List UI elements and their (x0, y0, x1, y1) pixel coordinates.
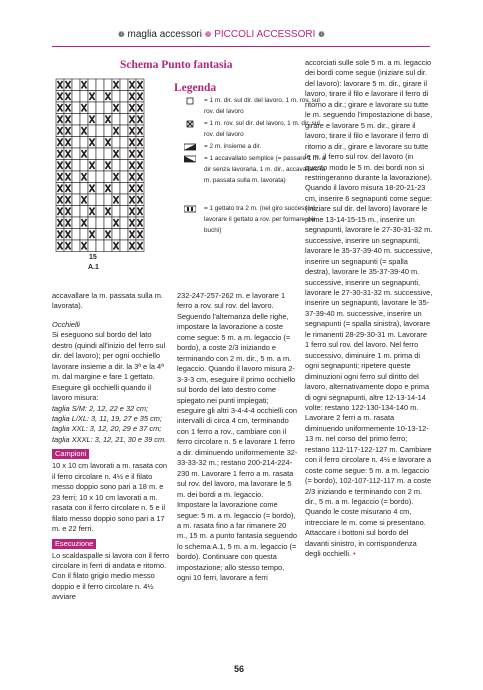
chart-cell (96, 114, 104, 126)
chart-cell (80, 229, 88, 241)
chart-cell (112, 183, 120, 195)
chart-cell (120, 91, 128, 103)
chart-cell (104, 148, 112, 160)
chart-cell (120, 79, 128, 91)
chart-cell (96, 194, 104, 206)
double-yo-icon (184, 205, 196, 214)
chart-cell (120, 148, 128, 160)
chart-cell (112, 114, 120, 126)
chart-cell (120, 102, 128, 114)
chart-cell (120, 114, 128, 126)
chart-cell (72, 137, 80, 149)
legend-title: Legenda (174, 82, 217, 94)
chart-cell (72, 102, 80, 114)
page-header (0, 28, 483, 42)
chart-cell (80, 206, 88, 218)
size-line: taglia S/M: 2, 12, 22 e 32 cm; (52, 403, 149, 413)
text-column-1 (52, 291, 170, 603)
chart-cell (96, 125, 104, 137)
chart-cell (72, 125, 80, 137)
chart-cell (104, 240, 112, 252)
paragraph-text: accorciati sulle sole 5 m. a m. legaccio dei bordi come segue (iniziare sul dir. del lavoro): lavorare 5 m. dir., girare il lavoro, tirare il filo e lavorare il ferro di ritorno a dir.; girare e lavorare su tutte le m. seguendo l'impostazione di base, girare e lavorare 5 m. dir., girare il lavoro, tirare il filo e lavorare il ferro di ritorno a dir., girare e lavorare su tutte le m. il ferro sul rov. del lavoro (in questo modo le 5 m. dei bordi non si restringeranno durante la lavorazione). Quando il lavoro misura 18-20-21-23 cm, inserire 6 segnapunti come segue: (iniziare sul dir. del lavoro) lavorare le prime 13-14-15-15 m., inserire un segnapunti, lavorare le 27-30-31-32 m. successive, inserire un segnapunti, lavorare le 35-37-39-40 m. successive, inserire un segnapunti (= spalla destra), lavorare le 35-37-39-40 m. successive, inserire un segnapunti, lavorare le 27-30-31-32 m. successive, inserire un segnapunti, lavorare le 35-37-39-40 m. successive, inserire un segnapunti (= spalla sinistra), lavorare le rimanenti 28-29-30-31 m. Lavorare 1 ferro sul rov. del lavoro. Nel ferro successivo, diminuire 1 m. prima di ogni segnapunti; ripetere queste diminuzioni ogni ferro sul diritto del lavoro, alternativamente dopo e prima di ogni segnapunti, altre 12-13-14-14 volte: restano 122-130-134-140 m. Lavorare 2 ferri a m. rasata diminuendo uniformemente 10-13-12-13 m. nel corso del primo ferro; restano 112-117-122-127 m. Cambiare con il ferro circolare n. 4½ e lavorare a coste come segue: 5 m. a m. legaccio (= bordo), 102-107-112-117 m. a coste 2/3 iniziando e terminando con 2 m. dir., 5 m. a m. legaccio (= bordo). Quando le coste misurano 4 cm, intrecciare le m. come si presentano. Attaccare i bottoni sul bordo del davanti sinistro, in corrispondenza degli occhielli. (305, 58, 433, 559)
chart-cell (96, 171, 104, 183)
chart-cell (72, 148, 80, 160)
chart-cell (88, 79, 96, 91)
chart-cell (120, 137, 128, 149)
chart-cell (88, 194, 96, 206)
section-name: maglia accessori (127, 29, 202, 40)
page-number: 56 (234, 664, 245, 674)
chart-cell (88, 240, 96, 252)
subheading-occhielli: Occhielli (52, 319, 80, 329)
chart-cell (72, 79, 80, 91)
chart-cell (120, 171, 128, 183)
chart-cell (96, 102, 104, 114)
paragraph (305, 58, 433, 560)
chart-cell (96, 229, 104, 241)
chart-cell (88, 217, 96, 229)
chart-cell (96, 206, 104, 218)
chart-cell (120, 194, 128, 206)
chart-cell (72, 229, 80, 241)
chart-cell (80, 114, 88, 126)
section-label-campioni: Campioni (52, 449, 89, 459)
text-column-3 (305, 58, 433, 560)
chart-cell (88, 171, 96, 183)
chart-cell (72, 194, 80, 206)
skp-icon (184, 155, 196, 164)
chart-cell (104, 102, 112, 114)
chart-label: A.1 (88, 264, 99, 271)
chart-cell (120, 183, 128, 195)
size-line: taglia L/XL: 3, 11, 19, 27 e 35 cm; (52, 413, 162, 423)
chart-cell (112, 160, 120, 172)
legend-text: = 1 gettato tra 2 m. (nel giro successivo lavorare il gettato a rov. per formare dei buchi) (204, 205, 316, 234)
dot-square-icon (184, 120, 196, 129)
chart-cell (88, 148, 96, 160)
chart-cell (96, 148, 104, 160)
paragraph: Lo scaldaspalle si lavora con il ferro circolare in ferri di andata e ritorno. Con il filato grigio medio messo doppio e il ferro circolare n. 4½ avviare (52, 550, 170, 602)
chart-cell (80, 137, 88, 149)
empty-square-icon (184, 97, 196, 106)
k2tog-icon (184, 143, 196, 152)
legend-text: = 1 m. dir. sul dir. del lavoro, 1 m. rov. sul rov. del lavoro (204, 97, 320, 115)
chart-cell (104, 125, 112, 137)
chart-cell (112, 137, 120, 149)
header-divider (52, 46, 430, 47)
paragraph: 10 x 10 cm lavorati a m. rasata con il ferro circolare n. 4½ e il filato messo doppio sono pari a 18 m. e 23 ferri; 10 x 10 cm lavorati a m. rasata con il ferro circolare n. 5 e il filato messo doppio sono pari a 17 m. e 22 ferri. (52, 461, 168, 534)
chart-cell (72, 240, 80, 252)
flower-bullet-icon: ❁ (318, 30, 325, 39)
chart-cell (112, 229, 120, 241)
flower-bullet-icon: ❁ (118, 30, 125, 39)
legend-text: = 1 m. rov. sul dir. del lavoro, 1 m. dir. sul rov. del lavoro (204, 120, 320, 138)
chart-cell (72, 114, 80, 126)
chart-cell (72, 160, 80, 172)
flower-bullet-icon: ❁ (204, 30, 212, 39)
chart-cell (96, 160, 104, 172)
chart-cell (120, 217, 128, 229)
chart-cell (96, 183, 104, 195)
legend-text: = 2 m. insieme a dir. (204, 143, 262, 150)
chart-row-number: 15 (89, 254, 97, 261)
end-mark: • (353, 549, 356, 559)
chart-cell (112, 91, 120, 103)
chart-cell (88, 102, 96, 114)
paragraph: 232-247-257-262 m. e lavorare 1 ferro a rov. sul rov. del lavoro. Seguendo l'alternanza delle righe, impostare la lavorazione a coste come segue: 5 m. a m. legaccio (= bordo), a coste 2/3 iniziando e terminando con 2 m. dir., 5 m. a m. legaccio. Quando il lavoro misura 2-3-3-3 cm, eseguire il primo occhiello sul bordo del lato destro come spiegato nei punti impiegati; eseguire gli altri 3-4-4-4 occhielli con intervalli di circa 4 cm, terminando con 1 ferro a rov., cambiare con il ferro circolare n. 5 e lavorare 1 ferro a dir. diminuendo uniformemente 32-33-33-32 m.; restano 200-214-224-230 m. Lavorare 1 ferro a m. rasata sul rov. del lavoro, ma lavorare le 5 m. dei bordi a m. legaccio. Impostare la lavorazione come segue: 5 m. a m. legaccio (= bordo), a m. rasata fino a far rimanere 20 m., 15 m. a punto fantasia seguendo lo schema A.1, 5 m. a m. legaccio (= bordo). Continuare con questa impostazione; allo stesso tempo, ogni 10 ferri, lavorare a ferri (177, 291, 298, 583)
chart-cell (80, 183, 88, 195)
chart-cell (96, 91, 104, 103)
chart-cell (80, 160, 88, 172)
text-column-2 (177, 291, 298, 584)
knitting-chart (55, 78, 146, 254)
paragraph: Si eseguono sul bordo del lato destro (quindi all'inizio del ferro sul dir. del lavoro); per ogni occhiello lavorare insieme a dir. la 3ª e la 4ª m. dal margine e fare 1 gettato. Eseguire gli occhielli quando il lavoro misura: (52, 330, 166, 403)
section-label-esecuzione: Esecuzione (52, 539, 96, 549)
chart-cell (96, 217, 104, 229)
size-line: taglia XXL: 3, 12, 20, 29 e 37 cm; (52, 424, 162, 434)
chart-cell (120, 206, 128, 218)
chart-cell (104, 217, 112, 229)
chart-cell (104, 194, 112, 206)
size-line: taglia XXXL: 3, 12, 21, 30 e 39 cm. (52, 434, 167, 444)
chart-cell (96, 79, 104, 91)
chart-cell (120, 240, 128, 252)
header-title (118, 28, 325, 42)
chart-cell (104, 79, 112, 91)
chart-cell (96, 137, 104, 149)
chart-cell (72, 183, 80, 195)
chart-cell (72, 171, 80, 183)
chart-cell (112, 206, 120, 218)
chart-cell (72, 206, 80, 218)
chart-cell (80, 91, 88, 103)
chart-cell (72, 91, 80, 103)
legend-text: = 1 accavallato semplice (= passare 1 m. a dir senza lavorarla, 1 m. dir., accavallare la m. passata sulla m. lavorata) (204, 155, 326, 184)
chart-cell (72, 217, 80, 229)
chart-cell (120, 125, 128, 137)
chart-cell (120, 160, 128, 172)
chart-cell (104, 171, 112, 183)
paragraph: accavallare la m. passata sulla m. lavorata). (52, 291, 163, 311)
schema-title: Schema Punto fantasia (120, 59, 233, 71)
chart-cell (120, 229, 128, 241)
chart-cell (96, 240, 104, 252)
subsection-name: PICCOLI ACCESSORI (214, 29, 316, 40)
chart-cell (88, 125, 96, 137)
